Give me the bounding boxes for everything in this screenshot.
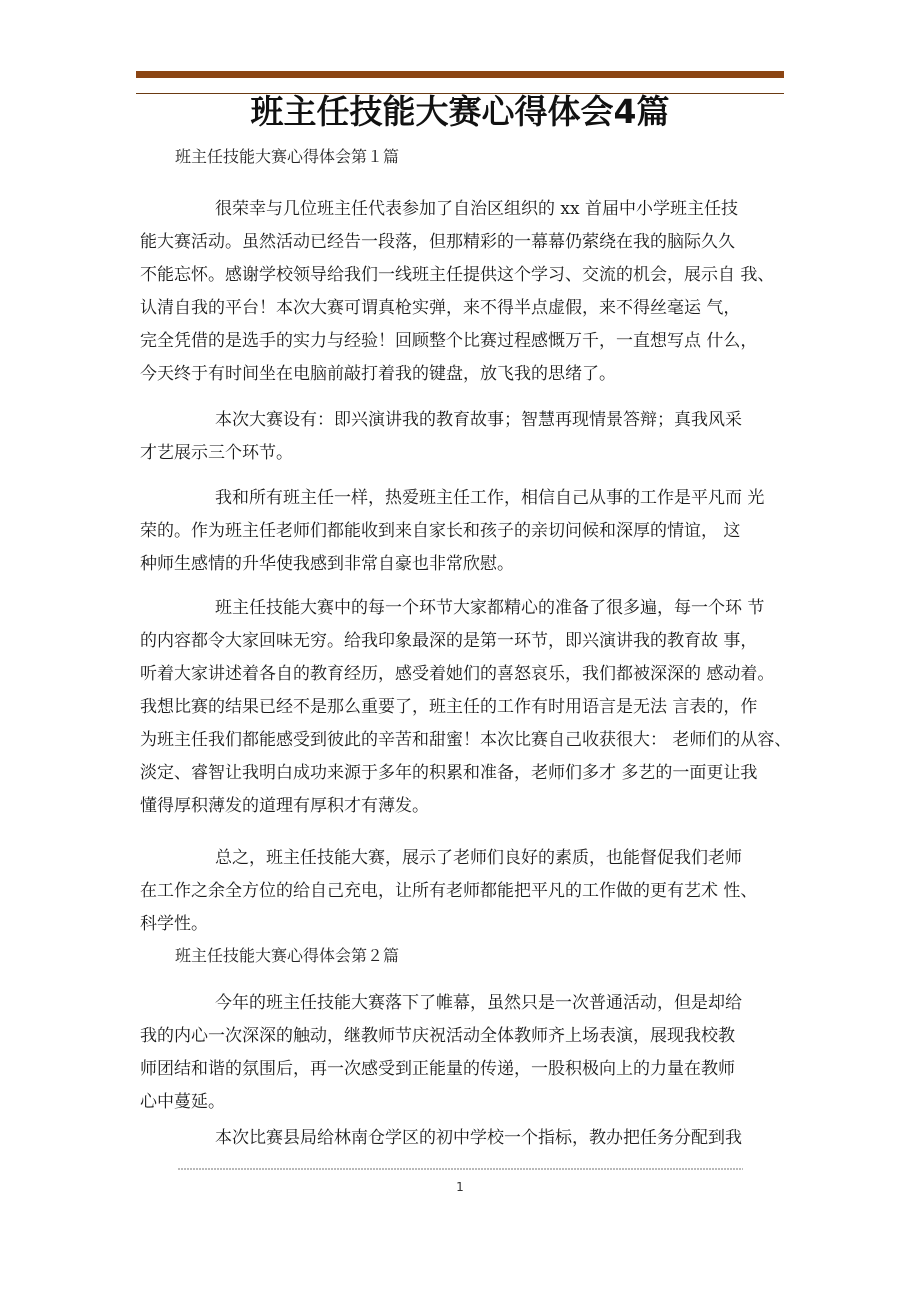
paragraph [140, 842, 800, 941]
text-line: 今年的班主任技能大赛落下了帷幕，虽然只是一次普通活动，但是却给 [215, 993, 742, 1013]
page-number: 1 [456, 1180, 464, 1194]
text-line: 才艺展示三个环节。 [140, 443, 293, 463]
text-line: 今天终于有时间坐在电脑前敲打着我的键盘，放飞我的思绪了。 [140, 364, 616, 384]
text-line: 完全凭借的是选手的实力与经验！回顾整个比赛过程感慨万千，一直想写点 什么， [140, 331, 758, 351]
text-line: 认清自我的平台！本次大赛可谓真枪实弹，来不得半点虚假，来不得丝毫运 气， [140, 298, 741, 318]
paragraph [140, 404, 800, 470]
paragraph [140, 987, 800, 1119]
section-heading-2: 班主任技能大赛心得体会第２篇 [175, 946, 400, 965]
text-line: 师团结和谐的氛围后，再一次感受到正能量的传递，一股积极向上的力量在教师 [140, 1059, 735, 1079]
text-line: 淡定、睿智让我明白成功来源于多年的积累和准备，老师们多才 多艺的一面更让我 [140, 763, 758, 783]
text-line: 很荣幸与几位班主任代表参加了自治区组织的 xx 首届中小学班主任技 [215, 199, 738, 219]
text-line: 懂得厚积薄发的道理有厚积才有薄发。 [140, 796, 429, 816]
text-line: 不能忘怀。感谢学校领导给我们一线班主任提供这个学习、交流的机会，展示自 我、 [140, 265, 775, 285]
text-line: 能大赛活动。虽然活动已经告一段落，但那精彩的一幕幕仍萦绕在我的脑际久久 [140, 232, 735, 252]
text-line: 为班主任我们都能感受到彼此的辛苦和甜蜜！本次比赛自己收获很大： 老师们的从容、 [140, 730, 792, 750]
text-line: 科学性。 [140, 914, 208, 934]
paragraph [140, 1122, 800, 1155]
text-line: 在工作之余全方位的给自己充电，让所有老师都能把平凡的工作做的更有艺术 性、 [140, 881, 758, 901]
text-line: 我想比赛的结果已经不是那么重要了，班主任的工作有时用语言是无法 言表的，作 [140, 697, 758, 717]
document-title: 班主任技能大赛心得体会4篇 [250, 92, 670, 131]
text-line: 听着大家讲述着各自的教育经历，感受着她们的喜怒哀乐，我们都被深深的 感动着。 [140, 664, 775, 684]
text-line: 我的内心一次深深的触动，继教师节庆祝活动全体教师齐上场表演，展现我校教 [140, 1026, 735, 1046]
footer-rule [178, 1168, 743, 1170]
text-line: 班主任技能大赛中的每一个环节大家都精心的准备了很多遍，每一个环 节 [215, 598, 765, 618]
text-line: 的内容都令大家回味无穷。给我印象最深的是第一环节，即兴演讲我的教育故 事， [140, 631, 758, 651]
text-line: 本次比赛县局给林南仓学区的初中学校一个指标，教办把任务分配到我 [215, 1128, 742, 1148]
paragraph [140, 482, 800, 581]
paragraph [140, 193, 800, 391]
text-line: 我和所有班主任一样，热爱班主任工作，相信自己从事的工作是平凡而 光 [215, 488, 765, 508]
paragraph [140, 592, 800, 823]
text-line: 心中蔓延。 [140, 1092, 225, 1112]
text-line: 荣的。作为班主任老师们都能收到来自家长和孩子的亲切问候和深厚的情谊， 这 [140, 521, 741, 541]
section-heading-1: 班主任技能大赛心得体会第１篇 [175, 147, 400, 166]
text-line: 种师生感情的升华使我感到非常自豪也非常欣慰。 [140, 554, 514, 574]
text-line: 本次大赛设有：即兴演讲我的教育故事；智慧再现情景答辩；真我风采 [215, 410, 742, 430]
text-line: 总之，班主任技能大赛，展示了老师们良好的素质，也能督促我们老师 [215, 848, 742, 868]
header-rule-thick [136, 71, 784, 78]
